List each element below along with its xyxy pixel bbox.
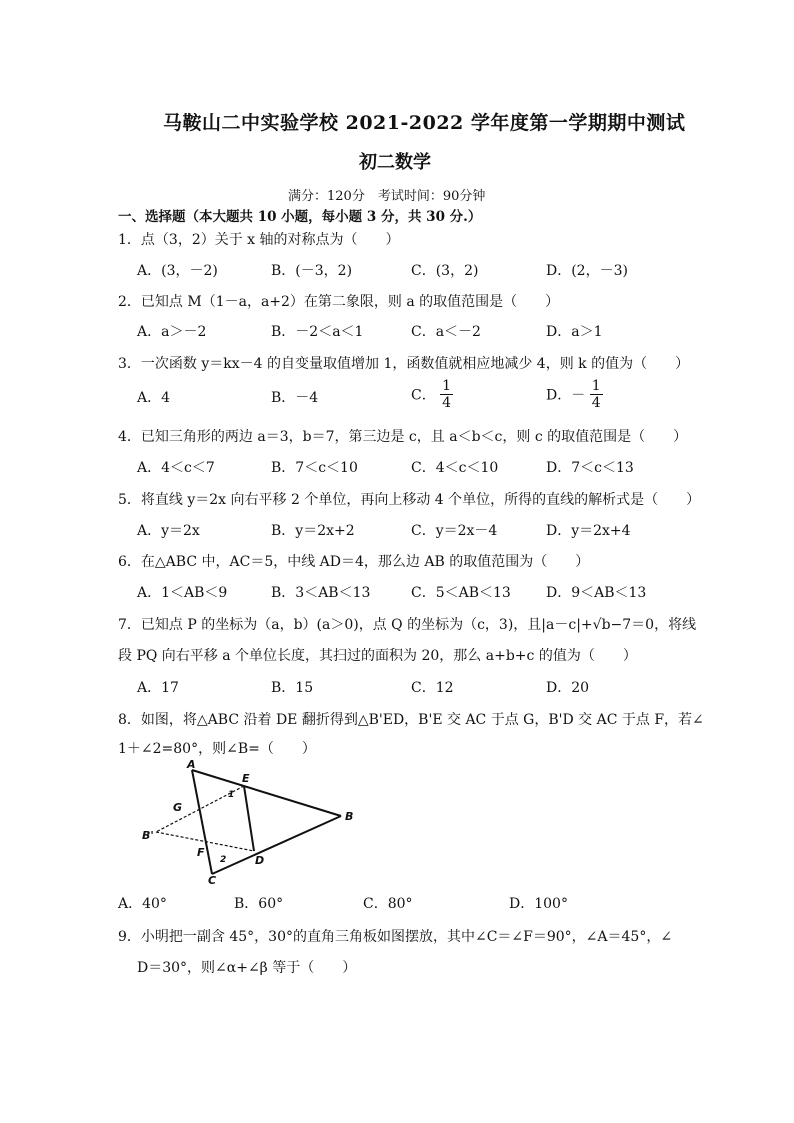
- q7-option-a: A．17: [137, 680, 179, 696]
- question-4-stem: 4．已知三角形的两边 a＝3，b＝7，第三边是 c，且 a＜b＜c，则 c 的取值范围是（ ）: [118, 429, 688, 445]
- question-8-stem-line-2: 1＋∠2=80°，则∠B=（ ）: [118, 741, 316, 757]
- fraction-one-quarter: $\frac{1}{4}$: [442, 378, 452, 411]
- question-7-stem-line-2: 段 PQ 向右平移 a 个单位长度，其扫过的面积为 20，那么 a+b+c 的值为（ ）: [118, 648, 637, 664]
- question-2-stem: 2．已知点 M（1－a，a+2）在第二象限，则 a 的取值范围是（ ）: [118, 294, 560, 310]
- q2-option-a: A．a＞－2: [137, 324, 207, 340]
- q3-option-d: D．－ $\frac{1}{4}$: [546, 378, 601, 411]
- q5-option-b: B．y＝2x+2: [271, 523, 355, 539]
- q2-option-b: B．－2＜a＜1: [271, 324, 364, 340]
- segment-ab: [192, 770, 341, 816]
- label-c: C: [208, 874, 217, 886]
- question-6-stem: 6．在△ABC 中，AC＝5，中线 AD＝4，那么边 AB 的取值范围为（ ）: [118, 554, 590, 570]
- q3-option-c: C． $\frac{1}{4}$: [411, 378, 452, 411]
- label-g: G: [173, 801, 183, 814]
- question-7-stem-line-1: 7．已知点 P 的坐标为（a，b）(a＞0)，点 Q 的坐标为（c，3)，且|a－c|+√b−7＝0，将线: [118, 617, 697, 633]
- label-b: B: [345, 810, 354, 823]
- q8-option-b: B．60°: [234, 896, 284, 912]
- q4-option-b: B．7＜c＜10: [271, 460, 358, 476]
- q7-option-d: D．20: [546, 680, 590, 696]
- q2-option-d: D．a＞1: [546, 324, 603, 340]
- q8-option-d: D．100°: [509, 896, 568, 912]
- q4-option-a: A．4＜c＜7: [137, 460, 215, 476]
- label-e: E: [242, 772, 250, 785]
- q8-option-c: C．80°: [363, 896, 413, 912]
- q2-option-c: C．a＜－2: [411, 324, 481, 340]
- section-heading: 一、选择题（本大题共 10 小题，每小题 3 分，共 30 分.）: [118, 209, 482, 225]
- q1-option-a: A．(3，－2): [137, 263, 218, 279]
- q6-option-d: D．9＜AB＜13: [546, 585, 647, 601]
- fraction-one-quarter: $\frac{1}{4}$: [591, 378, 601, 411]
- triangle-fold-figure: [136, 756, 376, 886]
- page-subtitle: 初二数学: [359, 152, 431, 173]
- q7-option-c: C．12: [411, 680, 454, 696]
- exam-meta: 满分：120分 考试时间：90分钟: [288, 189, 486, 204]
- label-a: A: [187, 758, 196, 771]
- question-3-stem: 3．一次函数 y＝kx－4 的自变量取值增加 1，函数值就相应地减少 4，则 k 的值为（ ）: [118, 356, 690, 372]
- page-title: 马鞍山二中实验学校 2021-2022 学年度第一学期期中测试: [163, 112, 686, 134]
- q4-option-d: D．7＜c＜13: [546, 460, 634, 476]
- label-angle-2: 2: [220, 855, 227, 865]
- label-b-prime: B': [142, 829, 154, 842]
- segment-cb: [212, 816, 341, 874]
- q5-option-d: D．y＝2x+4: [546, 523, 631, 539]
- q1-option-b: B．(－3，2): [271, 263, 353, 279]
- label-f: F: [197, 846, 205, 859]
- q6-option-b: B．3＜AB＜13: [271, 585, 371, 601]
- q8-option-a: A．40°: [118, 896, 167, 912]
- label-d: D: [255, 854, 265, 867]
- q5-option-a: A．y＝2x: [137, 523, 200, 539]
- q3-option-a: A．4: [137, 390, 171, 406]
- question-9-stem-line-1: 9．小明把一副含 45°，30°的直角三角板如图摆放，其中∠C＝∠F＝90°，∠A＝45°，∠: [118, 929, 673, 945]
- q4-option-c: C．4＜c＜10: [411, 460, 499, 476]
- q3-option-b: B．－4: [271, 390, 319, 406]
- q1-option-c: C．(3，2): [411, 263, 479, 279]
- q7-option-b: B．15: [271, 680, 314, 696]
- q1-option-d: D．(2，－3): [546, 263, 628, 279]
- question-8-stem-line-1: 8．如图，将△ABC 沿着 DE 翻折得到△B'ED，B'E 交 AC 于点 G，B'D 交 AC 于点 F，若∠: [118, 712, 704, 728]
- q5-option-c: C．y＝2x－4: [411, 523, 498, 539]
- question-5-stem: 5．将直线 y＝2x 向右平移 2 个单位，再向上移动 4 个单位，所得的直线的解析式是（ ）: [118, 492, 701, 508]
- segment-de: [244, 786, 254, 851]
- question-9-stem-line-2: D＝30°，则∠α+∠β 等于（ ）: [137, 960, 357, 976]
- q6-option-c: C．5＜AB＜13: [411, 585, 511, 601]
- question-1-stem: 1．点（3，2）关于 x 轴的对称点为（ ）: [118, 232, 400, 248]
- q6-option-a: A．1＜AB＜9: [137, 585, 228, 601]
- label-angle-1: 1: [228, 790, 235, 800]
